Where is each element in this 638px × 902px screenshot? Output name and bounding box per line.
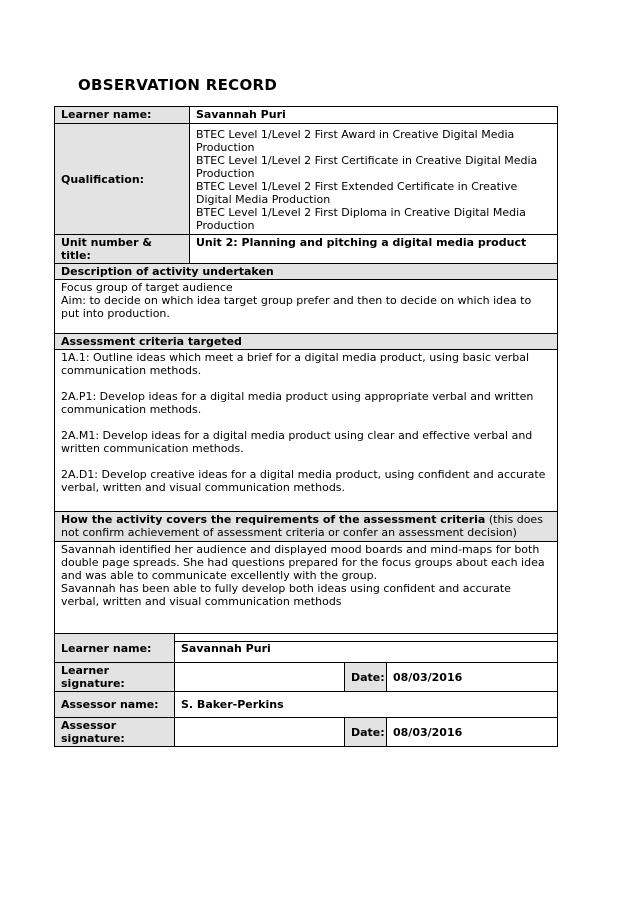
criteria-list <box>55 350 558 512</box>
criteria-item: 2A.M1: Develop ideas for a digital media product using clear and effective verbal and written communication methods. <box>61 429 533 455</box>
qualification-line: BTEC Level 1/Level 2 First Diploma in Creative Digital Media Production <box>196 206 526 232</box>
how-heading <box>55 512 558 542</box>
how-heading-bold: How the activity covers the requirements of the assessment criteria <box>61 513 486 526</box>
how-line: Savannah has been able to fully develop both ideas using confident and accurate verbal, written and visual communication methods <box>61 582 511 608</box>
assessor-signature-field[interactable] <box>175 718 345 747</box>
learner-name-value: Savannah Puri <box>190 107 558 124</box>
criteria-item: 1A.1: Outline ideas which meet a brief for a digital media product, using basic verbal communication methods. <box>61 351 530 377</box>
criteria-heading: Assessment criteria targeted <box>55 334 558 350</box>
activity-line: Aim: to decide on which idea target group prefer and then to decide on which idea to put into production. <box>61 294 532 320</box>
unit-value: Unit 2: Planning and pitching a digital media product <box>190 235 558 264</box>
how-description <box>55 542 558 642</box>
learner-date-value: 08/03/2016 <box>387 663 558 692</box>
qualification-line: BTEC Level 1/Level 2 First Certificate in Creative Digital Media Production <box>196 154 538 180</box>
criteria-item: 2A.P1: Develop ideas for a digital media product using appropriate verbal and written communication methods. <box>61 390 534 416</box>
activity-heading: Description of activity undertaken <box>55 264 558 280</box>
page-title: OBSERVATION RECORD <box>78 76 278 94</box>
assessor-date-label: Date: <box>345 718 387 747</box>
qualification-label: Qualification: <box>55 124 190 235</box>
how-heading-note: (this does not confirm achievement of assessment criteria or confer an assessment decision) <box>61 513 543 539</box>
qualification-value <box>190 124 558 235</box>
criteria-item: 2A.D1: Develop creative ideas for a digital media product, using confident and accurate verbal, written and visual communication methods. <box>61 468 546 494</box>
observation-table <box>54 106 558 642</box>
assessor-date-value: 08/03/2016 <box>387 718 558 747</box>
learner-signature-label: Learner signature: <box>55 663 175 692</box>
qualification-line: BTEC Level 1/Level 2 First Extended Certificate in Creative Digital Media Production <box>196 180 518 206</box>
activity-line: Focus group of target audience <box>61 281 233 294</box>
learner-name-label: Learner name: <box>55 107 190 124</box>
signoff-learner-name-label: Learner name: <box>55 634 175 663</box>
learner-date-label: Date: <box>345 663 387 692</box>
signoff-table <box>54 633 558 747</box>
unit-label: Unit number & title: <box>55 235 190 264</box>
assessor-name-label: Assessor name: <box>55 692 175 718</box>
activity-description <box>55 280 558 334</box>
signoff-learner-name-value: Savannah Puri <box>175 634 558 663</box>
how-line: Savannah identified her audience and displayed mood boards and mind-maps for both double page spreads. She had questions prepared for the focus groups about each idea and was able to communicate excellently with the group. <box>61 543 545 582</box>
learner-signature-field[interactable] <box>175 663 345 692</box>
qualification-line: BTEC Level 1/Level 2 First Award in Creative Digital Media Production <box>196 128 515 154</box>
assessor-name-value: S. Baker-Perkins <box>175 692 558 718</box>
assessor-signature-label: Assessor signature: <box>55 718 175 747</box>
